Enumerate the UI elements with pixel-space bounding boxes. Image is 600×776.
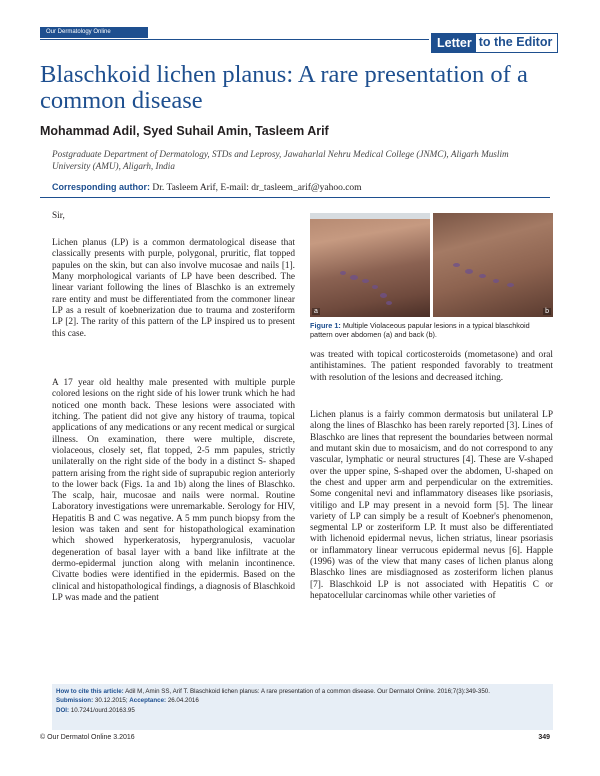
figure-caption-label: Figure 1: — [310, 321, 341, 330]
section-badge-letter: Letter — [431, 33, 475, 53]
article-title-line-1: Blaschkoid lichen planus: A rare presentation of a — [40, 61, 528, 88]
lesion-mark — [340, 271, 346, 275]
paragraph-treatment: was treated with topical corticosteroids (mometasone) and oral antihistamines. The patient responded favorably to treatment with resolution of the lesions and decreased itching. — [310, 350, 553, 383]
header-rule — [40, 39, 429, 40]
affiliation-line-2: University (AMU), Aligarh, India — [52, 160, 175, 171]
lesion-mark — [465, 269, 473, 274]
how-to-cite — [56, 687, 553, 696]
article-title-line-2: common disease — [40, 87, 203, 114]
doi-value[interactable]: 10.7241/ourd.20163.95 — [70, 706, 135, 714]
lesion-mark — [362, 279, 369, 283]
header-divider — [40, 197, 550, 198]
article-title — [40, 62, 540, 114]
figure-1 — [310, 213, 553, 317]
page-number: 349 — [538, 734, 550, 741]
author-list: Mohammad Adil, Syed Suhail Amin, Tasleem Arif — [40, 124, 329, 138]
citation-box — [52, 684, 553, 730]
submission-label: Submission: — [56, 697, 94, 705]
lesion-mark — [380, 293, 387, 298]
lesion-mark — [350, 275, 358, 280]
acceptance-label: Acceptance: — [129, 697, 167, 705]
doi-line — [56, 706, 553, 715]
paragraph-case: A 17 year old healthy male presented with multiple purple colored lesions on the right side of his lower trunk which he had noticed one month back. These lesions were associated with itching. The patient did not give any history of trauma, topical applications of any medications or any recent medical or surgical illness. On examination, there were multiple, discrete, violaceous, closely set, flat topped, 2-5 mm papules, strictly unilaterally on the right side of the body in a distinct S- shaped pattern arising from the right side of suprapubic region anteriorly to the lower back (Figs. 1a and 1b) along the lines of Blaschko. The scalp, hair, mucosae and nails were normal. Routine Laboratory investigations were unremarkable. Serology for HIV, Hepatitis B and C was negative. A 5 mm punch biopsy from the lesion was taken and sent for histopathological examination which showed hyperkeratosis, hypergranulosis, vacuolar degeneration of basal layer with a band like infiltrate at the dermo-epidermal junction along with melanin incontinence. Civatte bodies were identified in the epidermis. Based on the clinical and histopathological findings, a diagnosis of Blaschkoid LP was made and the patient — [52, 378, 295, 603]
correspondence — [52, 182, 362, 193]
lesion-mark — [479, 274, 486, 278]
panel-label-b: b — [545, 308, 549, 315]
doi-label: DOI: — [56, 706, 70, 714]
figure-caption-text: Multiple Violaceous papular lesions in a typical blaschkoid pattern over abdomen (a) and back (b). — [310, 321, 530, 339]
affiliation-line-1: Postgraduate Department of Dermatology, STDs and Leprosy, Jawaharlal Nehru Medical College (JNMC), Aligarh Muslim — [52, 149, 509, 159]
figure-1b-back-photo — [433, 213, 553, 317]
section-badge — [431, 33, 558, 53]
page-footer — [40, 734, 550, 741]
lesion-mark — [493, 279, 499, 283]
lesion-mark — [507, 283, 514, 287]
footer-copyright: © Our Dermatol Online 3.2016 — [40, 734, 135, 741]
section-badge-editor: to the Editor — [475, 33, 559, 53]
how-to-cite-text: Adil M, Amin SS, Arif T. Blaschkoid lichen planus: A rare presentation of a common disease. Our Dermatol Online. 2016;7(3):349-350. — [125, 688, 490, 695]
journal-tag: Our Dermatology Online — [40, 27, 148, 38]
lesion-mark — [372, 285, 378, 289]
figure-caption — [310, 321, 553, 339]
affiliation — [52, 149, 562, 172]
lesion-mark — [453, 263, 460, 267]
correspondence-text: Dr. Tasleem Arif, E-mail: dr_tasleem_arif@yahoo.com — [152, 183, 362, 193]
submission-dates — [56, 696, 553, 705]
paragraph-intro: Lichen planus (LP) is a common dermatological disease that classically presents with purple, polygonal, pruritic, flat topped papules on the skin, but can also involve mucosae and nails [1]. Many morphological variants of LP have been described. The linear variant following the lines of Blaschko is an extremely rare entity and must be differentiated from the commoner linear LP as a result of koebnerization due to trauma and zosteriform LP [2]. The rarity of this pattern of the LP inspired us to present this case. — [52, 238, 295, 339]
submission-value: 30.12.2015; — [94, 697, 128, 705]
panel-label-a: a — [314, 308, 318, 315]
correspondence-label: Corresponding author: — [52, 182, 150, 192]
figure-1a-abdomen-photo — [310, 213, 430, 317]
salutation: Sir, — [52, 211, 65, 221]
acceptance-value: 26.04.2016 — [167, 697, 199, 705]
lesion-mark — [386, 301, 392, 305]
tape-strip — [310, 213, 430, 219]
paragraph-discussion: Lichen planus is a fairly common dermatosis but unilateral LP along the lines of Blaschko has been rarely reported [3]. Lines of Blaschko are lines that represent the boundaries between normal and mutant skin due to mosaicism, and do not correspond to any vascular, lymphatic or neural structures [4]. These are V-shaped over the upper spine, S-shaped over the abdomen, U-shaped on the chest and upper arm and perpendicular on the extremities. Some congenital nevi and inflammatory diseases like psoriasis, vitiligo and LP may present in a nevoid form [5]. The linear variety of LP can simply be a result of Koebner's phenomenon, segmental LP or zosteriform LP. It must also be differentiated with lichenoid epidermal nevus, lichen striatus, linear psoriasis or inflammatory linear verrucous epidermal nevus [6]. Happle (1996) was of the view that many cases of lichen planus along Blaschko lines are misdiagnosed as zosteriform lichen planus [7]. Blaschkoid LP is not associated with Hepatitis C or hepatocellular carcinomas while other varieties of — [310, 410, 553, 601]
how-to-cite-label: How to cite this article: — [56, 688, 124, 695]
